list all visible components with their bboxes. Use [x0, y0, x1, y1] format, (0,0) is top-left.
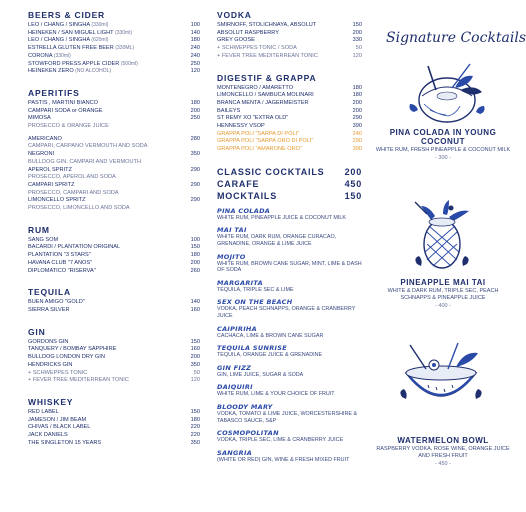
- menu-item: [28, 362, 200, 370]
- menu-item-price: [182, 143, 200, 151]
- cocktail-name: SEX ON THE BEACH: [217, 298, 293, 307]
- cocktail-name: DAIQUIRI: [217, 383, 253, 392]
- section-title: APERITIFS: [28, 87, 80, 98]
- menu-item-name: GRAPPA POLI "SARPA DI POLI": [217, 130, 300, 137]
- menu-item-name: SIERRA SILVER: [28, 306, 70, 313]
- menu-item-price: 250: [190, 115, 200, 122]
- menu-item-name: JACK DANIELS: [28, 432, 68, 439]
- signature-item-name: PINEAPPLE MAI TAI: [400, 278, 486, 287]
- cocktail-desc: VODKA, PEACH SCHNAPPS, ORANGE & CRANBERRY JUICE: [217, 306, 356, 319]
- menu-item-name: LEO / CHANG / SINGHA (330ml): [28, 22, 109, 28]
- watermelon-drink-icon: [396, 343, 486, 413]
- whiskey-list: [28, 409, 200, 448]
- menu-item-name: PROSECCO, LIMONCELLO AND SODA: [28, 205, 130, 212]
- menu-item: [28, 159, 200, 167]
- menu-item-price: 200: [190, 354, 200, 361]
- digestif-list: [217, 85, 362, 154]
- menu-item: [28, 174, 200, 182]
- cocktail-item: [217, 430, 362, 444]
- signature-item-desc: WHITE RUM, FRESH PINEAPPLE & COCONUT MILK: [375, 147, 511, 153]
- cocktail-desc: (WHITE OR RED) GIN, WINE & FRESH MIXED FRUIT: [217, 456, 350, 463]
- cocktail-item: [217, 365, 362, 379]
- menu-item-price: 240: [352, 130, 362, 137]
- menu-item-name: STOWFORD PRESS APPLE CIDER (500ml): [28, 60, 138, 67]
- menu-item-price: 150: [352, 22, 362, 28]
- menu-item: [28, 424, 200, 432]
- menu-item-price: 100: [190, 22, 200, 28]
- cocktail-item: [217, 227, 362, 247]
- menu-item: [217, 30, 362, 38]
- menu-item: [28, 143, 200, 151]
- classic-item-name: CARAFE: [217, 178, 260, 189]
- menu-item: [28, 409, 200, 417]
- menu-item: [28, 68, 200, 76]
- menu-item-name: PLANTATION "3 STARS": [28, 252, 91, 259]
- menu-item-name: TANQUERY / BOMBAY SAPPHIRE: [28, 346, 117, 353]
- menu-item-name: HEINEKEN ZERO (NO ALCOHOL): [28, 68, 112, 75]
- menu-item-name: + FEVER TREE MEDITERREAN TONIC: [28, 377, 129, 384]
- menu-item-price: [182, 174, 200, 182]
- classic-cocktails-section: [217, 166, 362, 202]
- menu-item: [28, 307, 200, 315]
- menu-item-price: 220: [190, 424, 200, 431]
- menu-item: [28, 182, 200, 190]
- menu-item: [28, 252, 200, 260]
- menu-item: [28, 167, 200, 175]
- menu-item-price: 200: [352, 29, 362, 36]
- menu-item-name: GORDONS GIN: [28, 338, 69, 345]
- menu-item-name: CHIVAS / BLACK LABEL: [28, 424, 91, 431]
- menu-item-price: 350: [190, 151, 200, 158]
- menu-item: [28, 346, 200, 354]
- vodka-list: [217, 22, 362, 61]
- menu-item-name: AMERICANO: [28, 135, 62, 142]
- signature-item-price: - 450 -: [435, 460, 451, 467]
- menu-item-size: (620ml): [91, 37, 109, 44]
- beers-list: [28, 22, 200, 76]
- menu-item: [28, 339, 200, 347]
- cocktail-desc: VODKA, TRIPLE SEC, LIME & CRANBERRY JUICE: [217, 437, 344, 444]
- menu-item-name: + FEVER TREE MEDITERREAN TONIC: [217, 52, 318, 59]
- cocktail-desc: CACHACA, LIME & BROWN CANE SUGAR: [217, 332, 324, 339]
- classic-item-name: CLASSIC COCKTAILS: [217, 166, 325, 177]
- menu-item: [28, 108, 200, 116]
- whiskey-section: [28, 397, 200, 448]
- menu-item: [217, 115, 362, 123]
- tequila-list: [28, 299, 200, 314]
- cocktail-desc: WHITE RUM, PINEAPPLE JUICE & COCONUT MILK: [217, 214, 346, 221]
- menu-item: [28, 237, 200, 245]
- menu-item: [28, 440, 200, 448]
- cocktail-desc: TEQUILA, TRIPLE SEC & LIME: [217, 286, 294, 293]
- menu-item-price: 390: [352, 146, 362, 153]
- menu-item-name: GREY GOOSE: [217, 37, 255, 44]
- coconut-drink-icon: [400, 60, 495, 125]
- menu-item-name: LEO / CHANG / SINGHA (620ml): [28, 37, 109, 44]
- menu-item-name: GRAPPA POLI "SARPA ORO DI POLI": [217, 138, 314, 145]
- menu-item-size: (330ml): [91, 22, 109, 28]
- menu-item-price: 180: [190, 37, 200, 44]
- menu-item: [217, 108, 362, 116]
- menu-item-name: SMIRNOFF, STOLICHNAYA, ABSOLUT: [217, 22, 317, 28]
- menu-item: [217, 146, 362, 154]
- menu-item: [28, 260, 200, 268]
- rum-section: [28, 225, 200, 276]
- menu-item-size: (NO ALCOHOL): [75, 68, 112, 75]
- signature-item-name: WATERMELON BOWL: [397, 436, 489, 445]
- menu-item: [28, 136, 200, 144]
- beers-section: [28, 10, 200, 76]
- menu-item-price: 200: [352, 107, 362, 114]
- menu-item: [28, 197, 200, 205]
- menu-item-price: 120: [190, 377, 200, 384]
- menu-item-name: HEINEKEN / SAN MIGUEL LIGHT (330ml): [28, 29, 132, 36]
- menu-item-name: PROSECCO, CAMPARI AND SODA: [28, 189, 119, 196]
- menu-item-price: 150: [190, 244, 200, 251]
- cocktail-name: COSMOPOLITAN: [217, 429, 279, 438]
- signature-item-name: PINA COLADA IN YOUNG COCONUT: [389, 128, 497, 146]
- menu-item-name: + SCHWEPPES TONIC: [28, 369, 88, 376]
- menu-item-name: JAMESON / JIM BEAM: [28, 416, 87, 423]
- cocktail-list: [217, 208, 362, 464]
- section-title: GIN: [28, 326, 46, 337]
- section-title: VODKA: [217, 10, 252, 20]
- menu-item-price: 120: [190, 68, 200, 75]
- menu-item-price: 150: [190, 408, 200, 415]
- menu-item-name: ABSOLUT RASPBERRY: [217, 29, 279, 36]
- menu-item-price: 200: [190, 107, 200, 114]
- digestif-section: [217, 73, 362, 154]
- menu-item-price: 180: [190, 252, 200, 259]
- cocktail-name: CAIPIRIHA: [217, 324, 257, 333]
- menu-item: [217, 123, 362, 131]
- menu-item: [217, 22, 362, 30]
- menu-item-name: NEGRONI: [28, 151, 55, 158]
- menu-item-name: BULLDOG LONDON DRY GIN: [28, 354, 105, 361]
- menu-item-name: APEROL SPRITZ: [28, 166, 72, 173]
- signature-title: Signature Cocktails: [386, 30, 526, 46]
- cocktail-item: [217, 450, 362, 464]
- menu-item-name: LIMONCELLO SPRITZ: [28, 197, 86, 204]
- menu-item-name: BAILEYS: [217, 107, 241, 114]
- menu-item: [28, 151, 200, 159]
- cocktail-name: MARGARITA: [217, 278, 263, 287]
- signature-item-price: - 300 -: [435, 154, 451, 161]
- classic-item-price: 200: [344, 166, 362, 177]
- menu-item-price: 260: [190, 267, 200, 274]
- cocktail-name: MAI TAI: [217, 226, 247, 235]
- menu-item-name: BULLDOG GIN, CAMPARI AND VERMOUTH: [28, 158, 142, 165]
- menu-item-name: CAMPARI SPRITZ: [28, 181, 75, 188]
- menu-item: [28, 37, 200, 45]
- cocktail-name: BLOODY MARY: [217, 402, 273, 411]
- menu-item-price: 180: [190, 416, 200, 423]
- classic-item-name: MOCKTAILS: [217, 190, 278, 201]
- menu-item-name: BUEN AMIGO "GOLD": [28, 299, 85, 306]
- menu-item-size: (330ml): [53, 52, 71, 59]
- menu-item: [28, 190, 200, 198]
- menu-item-name: LIMONCELLO / SAMBUCA MOLINARI: [217, 92, 314, 99]
- menu-item-price: 330: [352, 37, 362, 44]
- signature-item-pina-colada: [374, 128, 512, 162]
- menu-item-name: RED LABEL: [28, 408, 59, 415]
- menu-item: [217, 53, 362, 61]
- menu-item-price: 180: [190, 99, 200, 106]
- menu-item-price: 140: [190, 29, 200, 36]
- section-title: WHISKEY: [28, 396, 74, 407]
- menu-item-name: PROSECCO, APEROL AND SODA: [28, 174, 116, 181]
- menu-item-name: CAMPARI SODA or ORANGE: [28, 107, 103, 114]
- menu-item-size: (330ml): [115, 29, 132, 36]
- menu-item-price: 290: [190, 166, 200, 173]
- menu-item: [28, 30, 200, 38]
- menu-item-price: 200: [352, 99, 362, 106]
- signature-item-pineapple-mai-tai: [374, 278, 512, 310]
- signature-item-desc: RASPBERRY VODKA, ROSE WINE, ORANGE JUICE AND FRESH FRUIT: [376, 446, 510, 459]
- pineapple-drink-icon: [405, 200, 480, 272]
- menu-item: [217, 131, 362, 139]
- menu-item-price: 100: [190, 236, 200, 243]
- menu-item-price: 390: [352, 123, 362, 130]
- section-title: BEERS & CIDER: [28, 10, 105, 20]
- cocktail-name: SANGRIA: [217, 448, 253, 457]
- cocktail-item: [217, 299, 362, 319]
- cocktail-desc: WHITE RUM, DARK RUM, ORANGE CURACAO, GRENADINE, ORANGE & LIME JUICE: [217, 234, 337, 248]
- menu-item-name: HENNESSY VSOP: [217, 123, 265, 130]
- menu-item: [28, 22, 200, 30]
- rum-list: [28, 237, 200, 276]
- menu-item-price: 250: [190, 60, 200, 67]
- menu-item: [28, 432, 200, 440]
- menu-item-price: [182, 123, 200, 131]
- menu-item-name: CAMPARI, CARPANO VERMOUTH AND SODA: [28, 143, 148, 150]
- menu-item-size: (500ml): [120, 60, 138, 67]
- menu-item-name: BRANCA MENTA / JAGERMEISTER: [217, 99, 309, 106]
- menu-column-1: [28, 10, 200, 459]
- menu-item-name: CORONA (330ml): [28, 52, 71, 59]
- menu-item-name: HENDRICKS GIN: [28, 361, 73, 368]
- menu-item-price: 180: [352, 92, 362, 99]
- menu-item: [28, 354, 200, 362]
- classic-item: [217, 166, 362, 178]
- aperitifs-list: [28, 100, 200, 213]
- menu-item: [28, 115, 200, 123]
- gin-section: [28, 327, 200, 385]
- menu-item: [217, 100, 362, 108]
- cocktail-name: MOJITO: [217, 252, 246, 261]
- cocktail-item: [217, 404, 362, 424]
- menu-item-name: DIPLOMATICO "RISERVA": [28, 267, 96, 274]
- menu-item-price: 240: [190, 52, 200, 59]
- menu-item: [28, 299, 200, 307]
- cocktail-item: [217, 384, 362, 398]
- menu-item: [28, 53, 200, 61]
- aperitifs-section: [28, 88, 200, 213]
- menu-item-name: BACARDI / PLANTATION ORIGINAL: [28, 244, 121, 251]
- menu-item-price: 290: [352, 138, 362, 145]
- menu-item: [28, 377, 200, 385]
- menu-item: [28, 244, 200, 252]
- menu-column-2: [217, 10, 362, 463]
- cocktail-name: PINA COLADA: [217, 206, 271, 215]
- menu-item: [28, 123, 200, 131]
- menu-item-price: 350: [190, 439, 200, 446]
- cocktail-item: [217, 208, 362, 222]
- menu-item-price: [182, 159, 200, 167]
- menu-item: [28, 370, 200, 378]
- tequila-section: [28, 287, 200, 314]
- section-title: RUM: [28, 224, 50, 235]
- menu-item-name: THE SINGLETON 15 YEARS: [28, 439, 102, 446]
- menu-item: [217, 85, 362, 93]
- menu-item-price: 50: [193, 369, 200, 376]
- menu-item-size: (330ML): [115, 45, 134, 52]
- menu-item-price: 160: [190, 346, 200, 353]
- menu-item-name: HAVANA CLUB "7 ANOS": [28, 259, 93, 266]
- classic-item: [217, 190, 362, 202]
- menu-item-price: 160: [190, 306, 200, 313]
- menu-item-price: 290: [352, 115, 362, 122]
- menu-item-name: ESTRELLA GLUTEN FREE BEER (330ML): [28, 45, 134, 52]
- menu-item-price: 290: [190, 181, 200, 188]
- menu-item-name: + SCHWEPPES TONIC / SODA: [217, 45, 297, 52]
- cocktail-desc: VODKA, TOMATO & LIME JUICE, WORCESTERSHIRE & TABASCO SAUCE, S&P: [217, 410, 358, 424]
- menu-item-price: 150: [190, 338, 200, 345]
- signature-item-desc: WHITE & DARK RUM, TRIPLE SEC, PEACH SCHNAPPS & PINEAPPLE JUICE: [387, 288, 499, 301]
- menu-item-name: MIMOSA: [28, 115, 51, 122]
- menu-item-price: 280: [190, 135, 200, 142]
- cocktail-item: [217, 254, 362, 274]
- menu-item-name: GRAPPA POLI "AMARONE ORO": [217, 146, 302, 153]
- cocktail-desc: WHITE RUM, LIME & YOUR CHOICE OF FRUIT: [217, 391, 335, 398]
- menu-item-price: [182, 190, 200, 198]
- menu-item-name: SANG SOM: [28, 236, 59, 243]
- menu-item-price: 240: [190, 45, 200, 52]
- signature-item-price: - 400 -: [435, 302, 451, 309]
- classic-item-price: 150: [344, 190, 362, 201]
- menu-item-name: MONTENEGRO / AMARETTO: [217, 84, 294, 91]
- menu-item-price: 120: [352, 52, 362, 59]
- gin-list: [28, 339, 200, 385]
- menu-item: [28, 417, 200, 425]
- menu-item: [217, 37, 362, 45]
- menu-item-name: PASTIS , MARTINI BIANCO: [28, 99, 99, 106]
- menu-item: [28, 45, 200, 53]
- section-title: DIGESTIF & GRAPPA: [217, 72, 317, 83]
- cocktail-name: GIN FIZZ: [217, 363, 252, 372]
- cocktail-desc: GIN, LIME JUICE, SUGAR & SODA: [217, 371, 304, 378]
- cocktail-item: [217, 345, 362, 359]
- menu-item: [28, 205, 200, 213]
- cocktail-name: TEQUILA SUNRISE: [217, 344, 287, 353]
- vodka-section: [217, 10, 362, 61]
- classic-item-price: 450: [344, 178, 362, 189]
- menu-item: [217, 45, 362, 53]
- menu-item: [28, 100, 200, 108]
- signature-item-watermelon-bowl: [374, 436, 512, 468]
- cocktail-item: [217, 280, 362, 294]
- cocktail-item: [217, 326, 362, 340]
- cocktail-desc: TEQUILA, ORANGE JUICE & GRENADINE: [217, 352, 323, 359]
- menu-item: [28, 268, 200, 276]
- menu-item-name: ST REMY XO "EXTRA OLD": [217, 115, 289, 122]
- menu-item-name: PROSECCO & ORANGE JUICE: [28, 123, 109, 130]
- menu-item: [28, 61, 200, 69]
- section-title: TEQUILA: [28, 287, 71, 298]
- menu-item-price: 180: [352, 84, 362, 91]
- menu-item-price: 290: [190, 197, 200, 204]
- menu-item-price: 140: [190, 299, 200, 306]
- menu-item: [217, 138, 362, 146]
- menu-item: [217, 92, 362, 100]
- menu-item-price: [182, 205, 200, 213]
- menu-item-price: 50: [355, 45, 362, 52]
- menu-item-price: 200: [190, 259, 200, 266]
- menu-item-price: 220: [190, 432, 200, 439]
- cocktail-desc: WHITE RUM, BROWN CANE SUGAR, MINT, LIME & DASH OF SODA: [217, 260, 362, 274]
- menu-item-price: 350: [190, 361, 200, 368]
- classic-item: [217, 178, 362, 190]
